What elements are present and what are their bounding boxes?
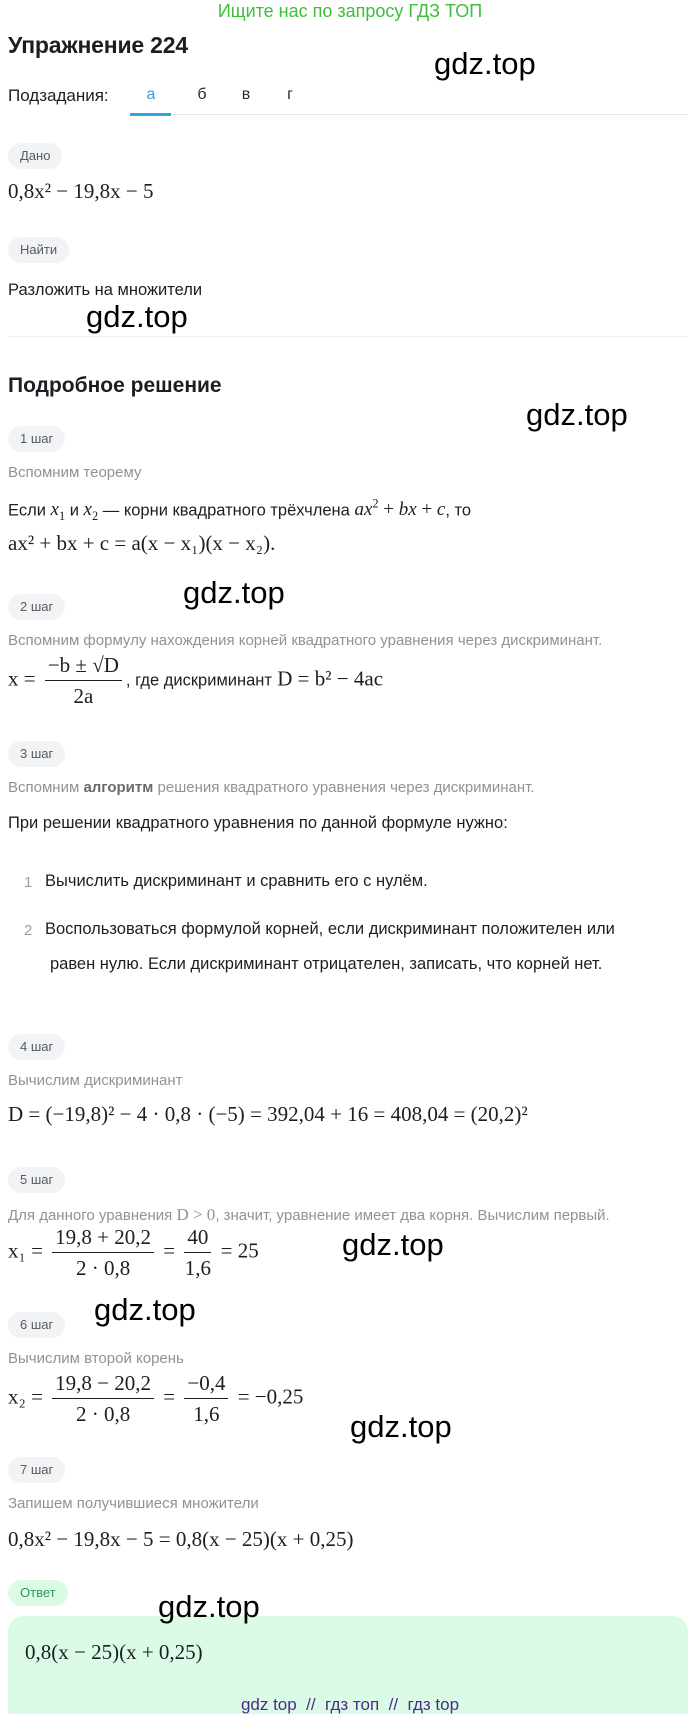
step-4-formula: D = (−19,8)² − 4 · 0,8 · (−5) = 392,04 + 16 = 408,04 = (20,2)² bbox=[8, 1102, 528, 1126]
step-4-hint: Вычислим дискриминант bbox=[8, 1072, 183, 1089]
formula-result: = −0,25 bbox=[237, 1384, 304, 1409]
fraction-denominator: 2 · 0,8 bbox=[75, 1256, 131, 1280]
fraction-denominator: 2a bbox=[73, 684, 94, 708]
watermark: gdz.top bbox=[526, 397, 628, 432]
watermark: gdz.top bbox=[158, 1589, 260, 1624]
search-promo-banner: Ищите нас по запросу ГДЗ ТОП bbox=[217, 1, 483, 21]
step-7-hint: Запишем получившиеся множители bbox=[8, 1495, 259, 1512]
fraction bbox=[52, 1370, 154, 1427]
formula-lhs: x₂ = bbox=[8, 1384, 43, 1409]
list-item: Вычислить дискриминант и сравнить его с нулём. bbox=[45, 872, 428, 890]
statement-suffix: , то bbox=[445, 501, 472, 520]
hint-math: D > 0 bbox=[176, 1205, 216, 1224]
fraction-numerator: 19,8 + 20,2 bbox=[52, 1224, 154, 1253]
fraction-numerator: −0,4 bbox=[184, 1370, 228, 1399]
hint-pre: Вспомним bbox=[8, 779, 80, 796]
fraction bbox=[184, 1224, 211, 1281]
tab-b[interactable]: б bbox=[197, 86, 207, 103]
hint-post: решения квадратного уравнения через дискриминант. bbox=[157, 779, 535, 796]
watermark: gdz.top bbox=[94, 1292, 196, 1327]
tab-v[interactable]: в bbox=[241, 86, 251, 103]
fraction bbox=[52, 1224, 154, 1281]
step-7-formula: 0,8x² − 19,8x − 5 = 0,8(x − 25)(x + 0,25) bbox=[8, 1527, 354, 1551]
root-formula-fraction bbox=[45, 652, 122, 709]
given-badge: Дано bbox=[8, 143, 62, 169]
step-6-hint: Вычислим второй корень bbox=[8, 1350, 184, 1367]
tab-a[interactable]: а bbox=[146, 86, 156, 103]
footer-links: gdz top // гдз топ // гдз top bbox=[240, 1695, 460, 1714]
watermark: gdz.top bbox=[434, 46, 536, 81]
answer-badge: Ответ bbox=[8, 1580, 68, 1606]
formula-lhs: x = bbox=[8, 666, 36, 691]
step-7-badge: 7 шаг bbox=[8, 1457, 65, 1483]
tab-g[interactable]: г bbox=[287, 86, 293, 103]
solution-heading: Подробное решение bbox=[8, 374, 222, 397]
given-expression: 0,8x² − 19,8x − 5 bbox=[8, 179, 154, 203]
fraction-numerator: −b ± √D bbox=[45, 652, 122, 681]
list-number: 2 bbox=[24, 922, 33, 939]
step-1-statement: Если $x_1$ и $x_2$ — корни квадратного трёхчлена $ax^2$ + bx + c, то bbox=[8, 497, 472, 524]
find-badge: Найти bbox=[8, 237, 69, 263]
tabs-divider bbox=[130, 114, 688, 115]
watermark: gdz.top bbox=[86, 299, 188, 334]
step-3-hint bbox=[8, 779, 535, 796]
statement-and: и bbox=[69, 501, 79, 520]
step-4-badge: 4 шаг bbox=[8, 1034, 65, 1060]
fraction-numerator: 19,8 − 20,2 bbox=[52, 1370, 154, 1399]
step-5-hint bbox=[8, 1205, 610, 1225]
find-text: Разложить на множители bbox=[8, 281, 203, 299]
fraction-denominator: 1,6 bbox=[184, 1256, 211, 1280]
fraction-numerator: 40 bbox=[184, 1224, 211, 1253]
fraction-denominator: 2 · 0,8 bbox=[75, 1402, 131, 1426]
statement-mid: — корни квадратного трёхчлена bbox=[102, 501, 350, 520]
fraction bbox=[184, 1370, 228, 1427]
formula-text: , где дискриминант bbox=[125, 671, 272, 690]
step-3-badge: 3 шаг bbox=[8, 741, 65, 767]
hint-pre: Для данного уравнения bbox=[8, 1207, 173, 1224]
fraction-denominator: 1,6 bbox=[193, 1402, 220, 1426]
list-item-continuation: равен нулю. Если дискриминант отрицателен, записать, что корней нет. bbox=[50, 955, 603, 973]
step-2-formula bbox=[8, 652, 383, 709]
step-1-formula: ax² + bx + c = a(x − x₁)(x − x₂). bbox=[8, 531, 276, 555]
page-title: Упражнение 224 bbox=[8, 32, 188, 58]
step-2-hint: Вспомним формулу нахождения корней квадратного уравнения через дискриминант. bbox=[8, 632, 603, 649]
step-2-badge: 2 шаг bbox=[8, 594, 65, 620]
active-tab-indicator bbox=[130, 113, 171, 116]
answer-value: 0,8(x − 25)(x + 0,25) bbox=[25, 1640, 203, 1664]
formula-result: = 25 bbox=[220, 1238, 259, 1263]
hint-post: , значит, уравнение имеет два корня. Вычислим первый. bbox=[215, 1207, 610, 1224]
watermark: gdz.top bbox=[350, 1409, 452, 1444]
list-item: Воспользоваться формулой корней, если дискриминант положителен или bbox=[45, 920, 615, 938]
watermark: gdz.top bbox=[183, 575, 285, 610]
list-number: 1 bbox=[24, 874, 33, 891]
step-5-formula: x₁ = $\frac{19,8 + 20,2}{2 \cdot 0,8}$ = $\frac{40}{1,6}$ = 25 bbox=[8, 1225, 259, 1280]
step-5-badge: 5 шаг bbox=[8, 1167, 65, 1193]
formula-lhs: x₁ = bbox=[8, 1238, 43, 1263]
step-6-formula: x₂ = $\frac{19,8 - 20,2}{2 \cdot 0,8}$ = $\frac{-0,4}{1,6}$ = −0,25 bbox=[8, 1371, 304, 1426]
step-1-badge: 1 шаг bbox=[8, 426, 65, 452]
section-divider bbox=[8, 336, 688, 337]
hint-bold: алгоритм bbox=[83, 779, 154, 796]
watermark: gdz.top bbox=[342, 1227, 444, 1262]
subtasks-label: Подзадания: bbox=[8, 86, 109, 105]
step-6-badge: 6 шаг bbox=[8, 1312, 65, 1338]
step-3-intro: При решении квадратного уравнения по данной формуле нужно: bbox=[8, 814, 508, 832]
discriminant-formula: D = b² − 4ac bbox=[277, 666, 384, 691]
step-1-hint: Вспомним теорему bbox=[8, 464, 142, 481]
statement-prefix: Если bbox=[8, 501, 46, 520]
